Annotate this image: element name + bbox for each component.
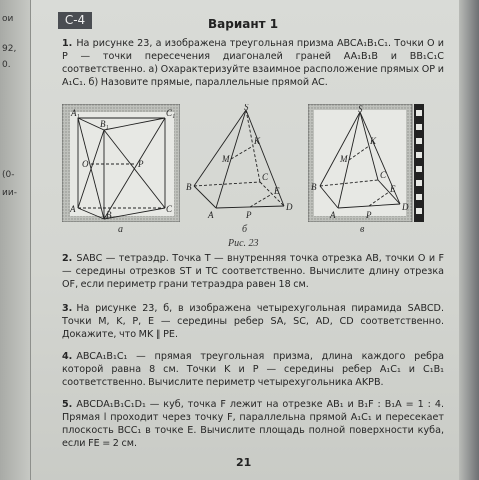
problem-text: На рисунке 23, а изображена треугольная призма ABCA₁B₁C₁. Точки O и P — точки пересечения диагоналей граней AA₁B₁B и BB₁C₁C соответственно. а) Охарактеризуйте взаимное расположение прямых OP и A₁C₁. б) Назовите прямые, параллельные прямой AC. bbox=[62, 38, 444, 88]
section-badge: C-4 bbox=[58, 12, 92, 29]
problem-1 bbox=[62, 37, 444, 89]
fig-b-point: D bbox=[286, 202, 293, 212]
problem-2 bbox=[62, 252, 444, 291]
variant-title: Вариант 1 bbox=[208, 17, 279, 31]
figure-caption: Рис. 23 bbox=[228, 238, 259, 249]
fig-b-point: B bbox=[186, 182, 192, 192]
margin-fragment: (0- bbox=[2, 170, 15, 180]
figure-23 bbox=[62, 104, 442, 244]
fig-a-point: P bbox=[138, 159, 144, 169]
fig-a-point: O bbox=[82, 159, 89, 169]
problem-number: 2. bbox=[62, 253, 73, 264]
problem-number: 1. bbox=[62, 38, 73, 49]
margin-fragment: 0. bbox=[2, 60, 11, 70]
problem-text: ABCDA₁B₁C₁D₁ — куб, точка F лежит на отрезке AB₁ и B₁F : B₁A = 1 : 4. Прямая l проходит через точку F, параллельна прямой A₁C₁ и пересекает плоскость BCC₁ в точке E. Вычислите площадь полной поверхности куба, если FE = 2 см. bbox=[62, 399, 444, 449]
fig-a-point: B bbox=[106, 210, 112, 220]
left-page-edge bbox=[0, 0, 31, 480]
page-number: 21 bbox=[236, 456, 252, 469]
problem-number: 3. bbox=[62, 303, 73, 314]
fig-c-point: A bbox=[330, 210, 336, 220]
problem-4 bbox=[62, 350, 444, 389]
figure-label-a: а bbox=[118, 224, 123, 235]
problem-text: SABC — тетраэдр. Точка T — внутренняя точка отрезка AB, точки O и F — середины отрезков ST и TC соответственно. Вычислите длину отрезка OF, если периметр грани тетраэдра равен 18 см. bbox=[62, 253, 444, 290]
figure-a-prism bbox=[62, 104, 180, 222]
right-edge-shadow bbox=[459, 0, 479, 480]
fig-c-point: B bbox=[311, 182, 317, 192]
figure-label-c: в bbox=[360, 224, 365, 235]
figure-label-b: б bbox=[242, 224, 248, 235]
fig-b-point: S bbox=[244, 104, 249, 112]
fig-a-point: C₁ bbox=[166, 108, 176, 118]
fig-b-point: C bbox=[262, 172, 269, 182]
fig-a-point: C bbox=[166, 204, 173, 214]
problem-5 bbox=[62, 398, 444, 450]
problem-number: 5. bbox=[62, 399, 73, 410]
fig-c-point: K bbox=[370, 136, 377, 146]
margin-fragment: 92, bbox=[2, 44, 17, 54]
problem-text: На рисунке 23, б, в изображена четырехугольная пирамида SABCD. Точки M, K, P, E — середины ребер SA, SC, AD, CD соответственно. Докажите, что MK ∥ PE. bbox=[62, 303, 444, 340]
margin-fragment: ии- bbox=[2, 188, 17, 198]
fig-a-point: B₁ bbox=[100, 119, 109, 129]
problem-3 bbox=[62, 302, 444, 341]
fig-b-point: K bbox=[254, 136, 261, 146]
problem-number: 4. bbox=[62, 351, 73, 362]
fig-c-point: D bbox=[402, 202, 409, 212]
problem-text: ABCA₁B₁C₁ — прямая треугольная призма, длина каждого ребра которой равна 8 см. Точки K и P — середины ребер A₁C₁ и C₁B₁ соответственно. Вычислите периметр четырехугольника AKPB. bbox=[62, 351, 444, 388]
fig-a-point: A₁ bbox=[71, 108, 80, 118]
margin-fragment: ои bbox=[2, 14, 14, 24]
fig-c-point: S bbox=[358, 104, 363, 114]
fig-c-point: M bbox=[340, 154, 348, 164]
fig-b-point: A bbox=[208, 210, 214, 220]
fig-b-point: M bbox=[222, 154, 230, 164]
fig-b-point: P bbox=[246, 210, 252, 220]
figure-b-pyramid bbox=[184, 104, 304, 222]
fig-a-point: A bbox=[70, 204, 76, 214]
fig-c-point: E bbox=[390, 184, 396, 194]
fig-c-point: C bbox=[380, 170, 387, 180]
figure-c-pyramid bbox=[308, 104, 436, 222]
fig-b-point: E bbox=[274, 186, 280, 196]
fig-c-point: P bbox=[366, 210, 372, 220]
